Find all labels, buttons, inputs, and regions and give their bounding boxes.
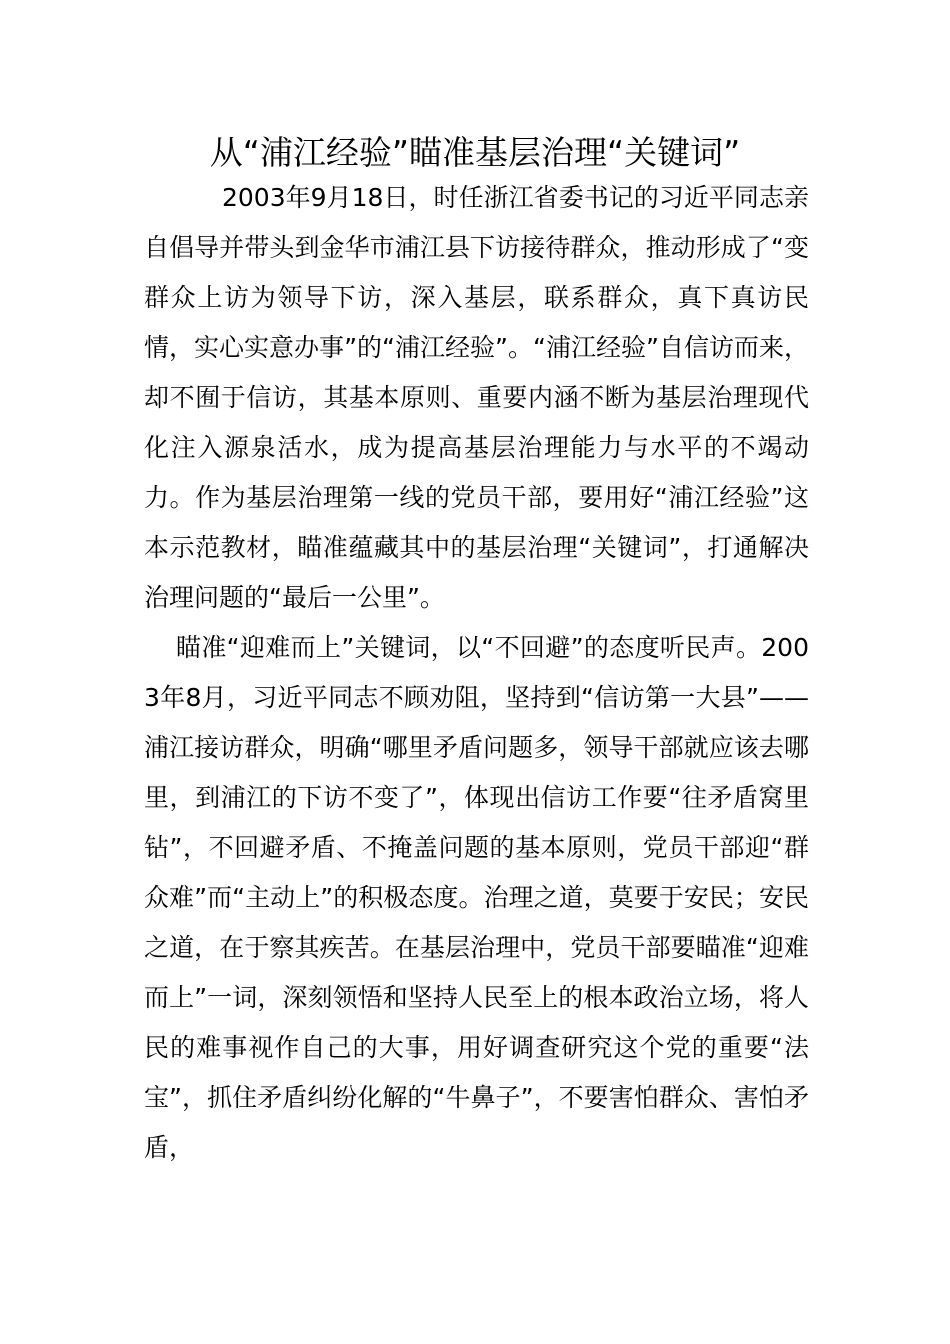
paragraph-intro: 2003年9月18日，时任浙江省委书记的习近平同志亲自倡导并带头到金华市浦江县下访接待群众，推动形成了“变群众上访为领导下访，深入基层，联系群众，真下真访民情，实心实意办事”的“浦江经验”。“浦江经验”自信访而来，却不囿于信访，其基本原则、重要内涵不断为基层治理现代化注入源泉活水，成为提高基层治理能力与水平的不竭动力。作为基层治理第一线的党员干部，要用好“浦江经验”这本示范教材，瞄准蕴藏其中的基层治理“关键词”，打通解决治理问题的“最后一公里”。 bbox=[144, 183, 809, 612]
document-body bbox=[144, 173, 809, 1173]
document-title: 从“浦江经验”瞄准基层治理“关键词” bbox=[209, 133, 741, 172]
paragraph-keyword-1: 瞄准“迎难而上”关键词，以“不回避”的态度听民声。2003年8月，习近平同志不顾劝阻，坚持到“信访第一大县”——浦江接访群众，明确“哪里矛盾问题多，领导干部就应该去哪里，到浦江的下访不变了”，体现出信访工作要“往矛盾窝里钻”，不回避矛盾、不掩盖问题的基本原则，党员干部迎“群众难”而“主动上”的积极态度。治理之道，莫要于安民；安民之道，在于察其疾苦。在基层治理中，党员干部要瞄准“迎难而上”一词，深刻领悟和坚持人民至上的根本政治立场，将人民的难事视作自己的大事，用好调查研究这个党的重要“法宝”，抓住矛盾纠纷化解的“牛鼻子”，不要害怕群众、害怕矛盾， bbox=[144, 633, 809, 1162]
